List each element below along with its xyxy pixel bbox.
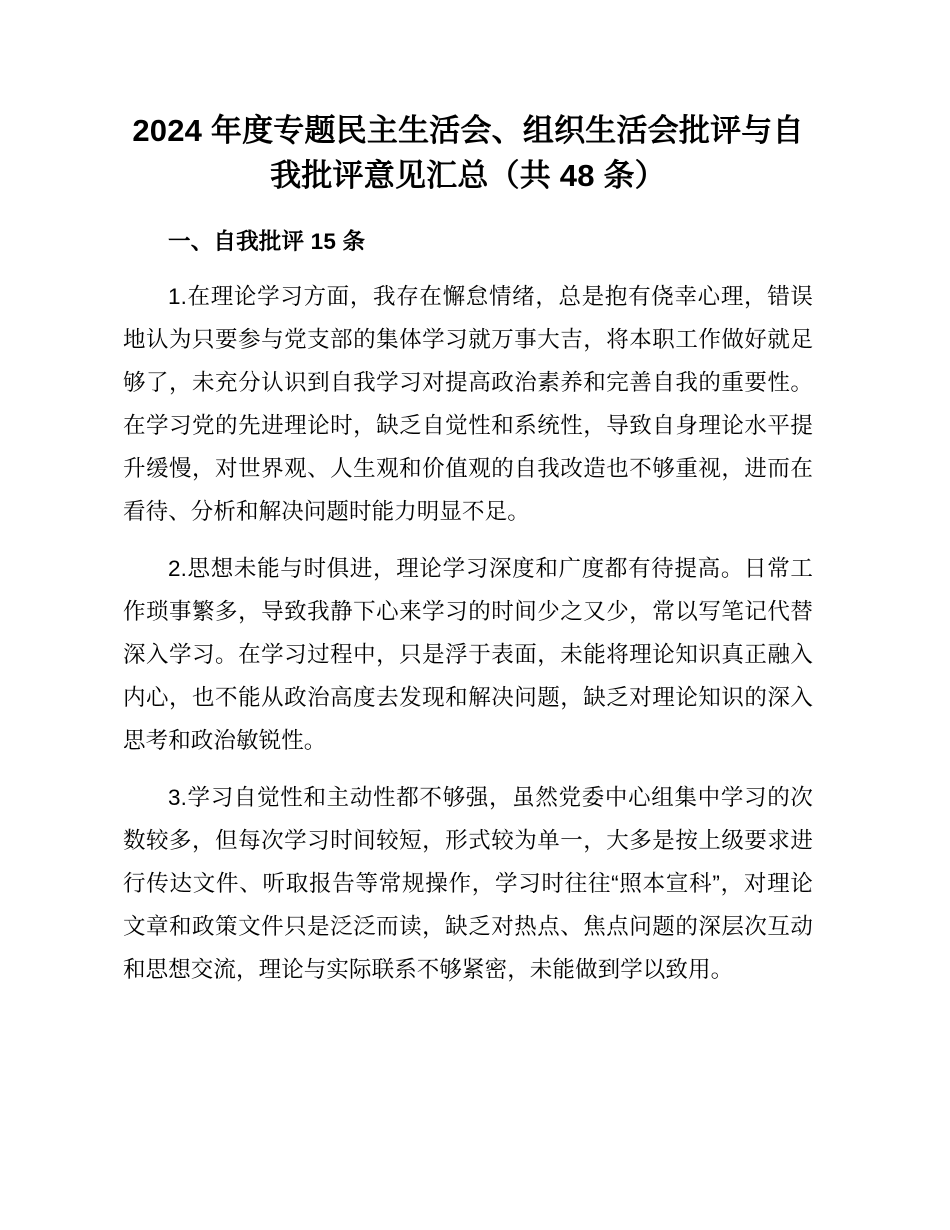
document-title: 2024 年度专题民主生活会、组织生活会批评与自我批评意见汇总（共 48 条） bbox=[132, 113, 804, 193]
section-heading-self-criticism: 一、自我批评 15 条 bbox=[168, 229, 366, 254]
body-paragraph-1: 1.在理论学习方面，我存在懈怠情绪，总是抱有侥幸心理，错误地认为只要参与党支部的集体学习就万事大吉，将本职工作做好就足够了，未充分认识到自我学习对提高政治素养和完善自我的重要性。在学习党的先进理论时，缺乏自觉性和系统性，导致自身理论水平提升缓慢，对世界观、人生观和价值观的自我改造也不够重视，进而在看待、分析和解决问题时能力明显不足。 bbox=[123, 284, 813, 524]
body-paragraph-2: 2.思想未能与时俱进，理论学习深度和广度都有待提高。日常工作琐事繁多，导致我静下心来学习的时间少之又少，常以写笔记代替深入学习。在学习过程中，只是浮于表面，未能将理论知识真正融入内心，也不能从政治高度去发现和解决问题，缺乏对理论知识的深入思考和政治敏锐性。 bbox=[123, 556, 813, 753]
document-content-column bbox=[123, 0, 813, 991]
body-paragraph-3: 3.学习自觉性和主动性都不够强，虽然党委中心组集中学习的次数较多，但每次学习时间较短，形式较为单一，大多是按上级要求进行传达文件、听取报告等常规操作，学习时往往“照本宣科”，对理论文章和政策文件只是泛泛而读，缺乏对热点、焦点问题的深层次互动和思想交流，理论与实际联系不够紧密，未能做到学以致用。 bbox=[123, 785, 813, 982]
